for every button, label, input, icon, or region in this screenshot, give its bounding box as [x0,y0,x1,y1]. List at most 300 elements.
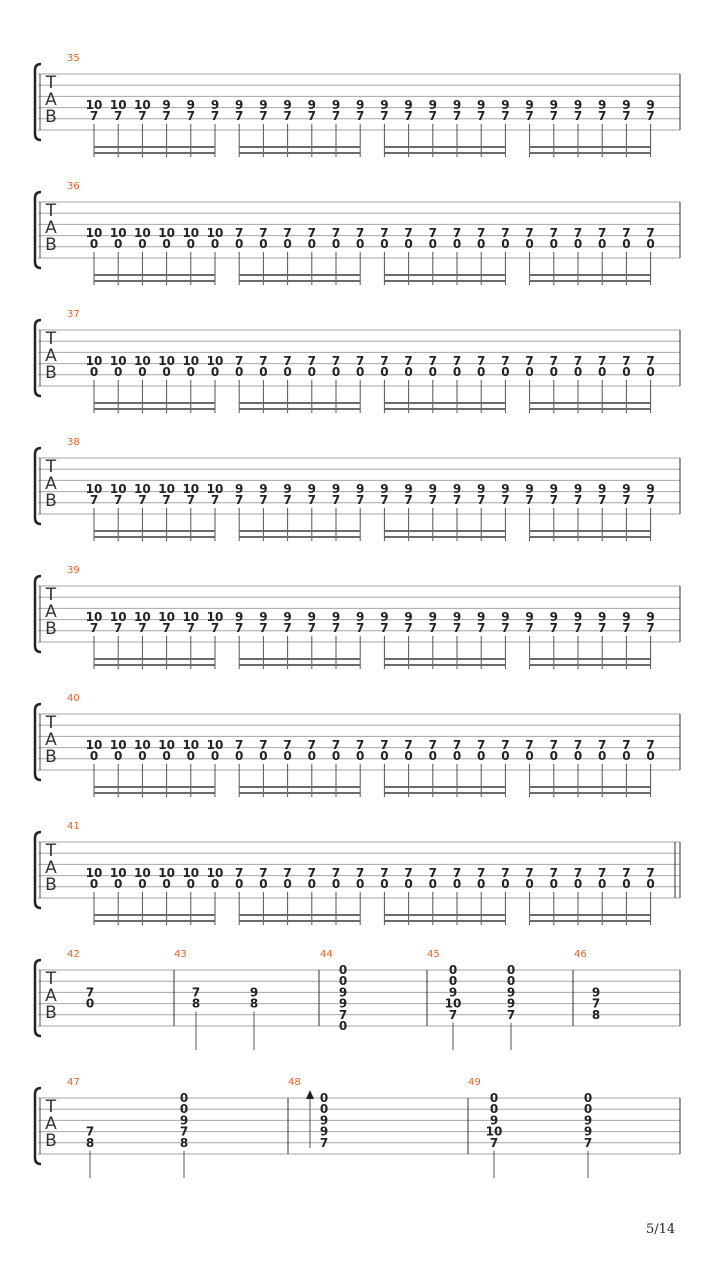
fret-number: 10 [206,610,224,624]
fret-number: 7 [235,621,244,635]
measure-number: 47 [67,1077,80,1088]
fret-number: 0 [598,237,607,251]
fret-number: 0 [114,237,123,251]
measure-number: 39 [67,565,80,576]
tab-clef-letter: T [45,969,57,989]
fret-number: 9 [404,610,413,624]
fret-number: 7 [356,109,365,123]
fret-number: 7 [114,493,123,507]
fret-number: 9 [338,996,348,1011]
fret-number: 9 [501,482,510,496]
tab-clef-letter: T [45,713,57,733]
fret-number: 0 [501,749,510,763]
fret-number: 0 [307,749,316,763]
fret-number: 0 [307,237,316,251]
fret-number: 10 [134,482,151,496]
fret-number: 7 [210,621,220,635]
fret-number: 10 [85,482,103,496]
tab-clef-letter: A [45,858,57,878]
fret-number: 9 [506,985,516,1000]
fret-number: 0 [283,237,292,251]
fret-number: 7 [259,226,268,240]
fret-number: 7 [235,738,244,752]
fret-number: 9 [162,98,171,112]
fret-number: 0 [501,237,510,251]
fret-number: 10 [134,226,151,240]
fret-number: 9 [549,98,558,112]
fret-number: 9 [283,482,292,496]
fret-number: 10 [182,226,200,240]
fret-number: 0 [356,749,365,763]
fret-number: 7 [235,226,244,240]
fret-number: 0 [622,749,631,763]
fret-number: 7 [331,866,341,880]
fret-number: 0 [138,365,147,379]
fret-number: 0 [428,749,437,763]
fret-number: 0 [622,365,631,379]
tab-clef-letter: B [45,363,57,383]
measure-number: 43 [174,949,187,960]
fret-number: 10 [182,738,200,752]
fret-number: 7 [622,866,631,880]
fret-number: 7 [283,226,292,240]
fret-number: 9 [525,98,534,112]
fret-number: 0 [380,877,389,891]
fret-number: 7 [404,493,413,507]
fret-number: 0 [235,877,244,891]
fret-number: 0 [356,877,365,891]
fret-number: 7 [380,621,389,635]
fret-number: 0 [549,365,558,379]
fret-number: 9 [307,610,316,624]
fret-number: 7 [85,1124,95,1139]
fret-number: 7 [646,493,655,507]
fret-number: 7 [380,109,389,123]
fret-number: 10 [206,482,224,496]
fret-number: 10 [182,610,200,624]
measure-number: 35 [67,53,80,64]
tab-clef-letter: A [45,218,57,238]
tab-clef-letter: T [45,201,57,221]
fret-number: 0 [452,365,462,379]
fret-number: 9 [380,610,389,624]
fret-number: 7 [452,354,462,368]
fret-number: 8 [249,996,259,1011]
fret-number: 7 [235,354,244,368]
fret-number: 0 [338,974,348,989]
fret-number: 7 [525,738,534,752]
tab-clef-letter: T [45,73,57,93]
fret-number: 7 [646,109,655,123]
fret-number: 0 [235,749,244,763]
fret-number: 0 [506,963,516,977]
fret-number: 0 [477,237,486,251]
fret-number: 7 [259,621,268,635]
fret-number: 7 [331,354,341,368]
fret-number: 9 [404,482,413,496]
fret-number: 7 [428,621,437,635]
fret-number: 0 [549,877,558,891]
fret-number: 0 [307,365,316,379]
fret-number: 0 [114,365,123,379]
fret-number: 0 [186,365,195,379]
fret-number: 0 [598,365,607,379]
fret-number: 8 [85,1135,95,1150]
fret-number: 7 [283,109,292,123]
fret-number: 0 [380,237,389,251]
fret-number: 9 [259,610,268,624]
fret-number: 9 [598,610,607,624]
fret-number: 7 [477,226,486,240]
fret-number: 9 [646,482,655,496]
fret-number: 7 [331,226,341,240]
fret-number: 0 [356,365,365,379]
fret-number: 9 [338,985,348,1000]
fret-number: 7 [598,226,607,240]
fret-number: 10 [109,738,127,752]
measure-number: 40 [67,693,80,704]
fret-number: 7 [501,109,510,123]
fret-number: 7 [501,226,510,240]
fret-number: 7 [646,226,655,240]
fret-number: 9 [380,98,389,112]
fret-number: 7 [259,109,268,123]
fret-number: 0 [646,237,655,251]
fret-number: 7 [598,109,607,123]
fret-number: 7 [338,1007,348,1022]
fret-number: 7 [89,109,99,123]
measure-number: 46 [574,949,587,960]
fret-number: 9 [477,98,486,112]
fret-number: 10 [85,610,103,624]
fret-number: 9 [356,98,365,112]
fret-number: 7 [162,109,171,123]
fret-number: 0 [210,877,220,891]
fret-number: 0 [404,237,413,251]
fret-number: 0 [356,237,365,251]
fret-number: 9 [283,610,292,624]
fret-number: 7 [191,985,201,1000]
fret-number: 0 [138,749,147,763]
fret-number: 10 [158,226,175,240]
fret-number: 10 [109,610,127,624]
fret-number: 9 [428,610,437,624]
fret-number: 9 [307,482,316,496]
fret-number: 10 [158,866,175,880]
fret-number: 7 [235,866,244,880]
fret-number: 9 [452,98,462,112]
fret-number: 7 [85,985,95,1000]
fret-number: 7 [307,226,316,240]
fret-number: 0 [525,365,534,379]
fret-number: 7 [598,738,607,752]
fret-number: 0 [448,963,458,977]
fret-number: 7 [259,493,268,507]
fret-number: 7 [549,109,558,123]
fret-number: 10 [158,738,175,752]
fret-number: 9 [452,610,462,624]
fret-number: 9 [598,482,607,496]
fret-number: 7 [210,493,220,507]
fret-number: 7 [549,621,558,635]
fret-number: 7 [428,866,437,880]
fret-number: 0 [138,877,147,891]
fret-number: 10 [85,354,103,368]
fret-number: 7 [583,1135,593,1150]
fret-number: 0 [210,237,220,251]
fret-number: 7 [525,109,534,123]
fret-number: 7 [598,621,607,635]
fret-number: 10 [134,738,151,752]
fret-number: 7 [356,493,365,507]
fret-number: 0 [162,237,171,251]
fret-number: 0 [525,877,534,891]
fret-number: 10 [109,866,127,880]
fret-number: 7 [622,226,631,240]
fret-number: 0 [501,877,510,891]
fret-number: 9 [380,482,389,496]
fret-number: 7 [622,109,631,123]
fret-number: 9 [525,610,534,624]
fret-number: 7 [501,738,510,752]
fret-number: 7 [186,621,195,635]
fret-number: 7 [452,226,462,240]
fret-number: 0 [622,877,631,891]
fret-number: 10 [158,354,175,368]
fret-number: 10 [444,996,462,1011]
fret-number: 0 [573,877,583,891]
fret-number: 9 [477,482,486,496]
fret-number: 7 [380,226,389,240]
fret-number: 0 [452,877,462,891]
fret-number: 0 [89,877,99,891]
fret-number: 7 [573,621,583,635]
fret-number: 8 [191,996,201,1011]
fret-number: 10 [206,738,224,752]
fret-number: 9 [259,482,268,496]
fret-number: 7 [549,354,558,368]
fret-number: 0 [573,749,583,763]
fret-number: 8 [591,1007,601,1022]
tab-clef-letter: A [45,730,57,750]
fret-number: 7 [404,866,413,880]
fret-number: 9 [356,610,365,624]
fret-number: 0 [477,877,486,891]
fret-number: 0 [489,1091,499,1105]
fret-number: 0 [338,963,348,977]
fret-number: 7 [452,621,462,635]
fret-number: 7 [573,866,583,880]
fret-number: 0 [283,749,292,763]
tab-clef-letter: T [45,841,57,861]
fret-number: 0 [428,877,437,891]
fret-number: 7 [573,738,583,752]
fret-number: 7 [428,738,437,752]
fret-number: 7 [448,1007,458,1022]
fret-number: 0 [489,1102,499,1117]
fret-number: 9 [549,610,558,624]
fret-number: 7 [283,493,292,507]
fret-number: 9 [549,482,558,496]
fret-number: 7 [259,354,268,368]
fret-number: 9 [259,98,268,112]
fret-number: 10 [134,354,151,368]
fret-number: 9 [489,1113,499,1128]
fret-number: 0 [319,1102,329,1117]
fret-number: 7 [622,493,631,507]
fret-number: 0 [583,1102,593,1117]
fret-number: 0 [235,237,244,251]
fret-number: 0 [319,1091,329,1105]
fret-number: 7 [452,738,462,752]
fret-number: 9 [583,1124,593,1139]
fret-number: 7 [452,109,462,123]
fret-number: 7 [622,354,631,368]
fret-number: 0 [448,974,458,989]
fret-number: 0 [186,877,195,891]
fret-number: 7 [138,109,147,123]
fret-number: 10 [485,1124,503,1139]
fret-number: 10 [85,98,103,112]
fret-number: 7 [489,1135,499,1150]
fret-number: 7 [380,738,389,752]
fret-number: 0 [573,237,583,251]
fret-number: 7 [404,621,413,635]
fret-number: 10 [158,482,175,496]
fret-number: 7 [573,109,583,123]
fret-number: 9 [235,610,244,624]
fret-number: 0 [573,365,583,379]
fret-number: 8 [179,1135,189,1150]
fret-number: 7 [319,1135,329,1150]
fret-number: 9 [404,98,413,112]
fret-number: 7 [356,866,365,880]
fret-number: 10 [109,226,127,240]
fret-number: 9 [331,610,341,624]
fret-number: 0 [477,365,486,379]
fret-number: 9 [506,996,516,1011]
fret-number: 0 [283,365,292,379]
fret-number: 9 [356,482,365,496]
fret-number: 0 [162,749,171,763]
fret-number: 7 [573,354,583,368]
fret-number: 10 [206,354,224,368]
fret-number: 0 [331,237,341,251]
fret-number: 7 [428,109,437,123]
fret-number: 10 [85,866,103,880]
fret-number: 0 [506,974,516,989]
fret-number: 0 [114,749,123,763]
fret-number: 7 [235,109,244,123]
fret-number: 9 [477,610,486,624]
fret-number: 10 [109,98,127,112]
page-number: 5/14 [646,1222,676,1237]
fret-number: 10 [109,482,127,496]
measure-number: 49 [468,1077,481,1088]
fret-number: 9 [448,985,458,1000]
fret-number: 0 [210,365,220,379]
fret-number: 10 [182,354,200,368]
fret-number: 7 [525,621,534,635]
fret-number: 9 [186,98,195,112]
fret-number: 0 [428,365,437,379]
tab-clef-letter: B [45,875,57,895]
fret-number: 0 [114,877,123,891]
fret-number: 0 [338,1019,348,1033]
fret-number: 9 [319,1124,329,1139]
fret-number: 7 [549,738,558,752]
fret-number: 7 [452,866,462,880]
fret-number: 7 [573,226,583,240]
fret-number: 7 [404,226,413,240]
fret-number: 7 [331,109,341,123]
fret-number: 7 [501,621,510,635]
fret-number: 0 [235,365,244,379]
fret-number: 0 [210,749,220,763]
fret-number: 10 [182,866,200,880]
fret-number: 7 [573,493,583,507]
fret-number: 0 [179,1091,189,1105]
fret-number: 7 [525,226,534,240]
fret-number: 7 [331,621,341,635]
tab-clef-letter: A [45,986,57,1006]
fret-number: 9 [573,610,583,624]
fret-number: 7 [380,493,389,507]
fret-number: 0 [186,749,195,763]
fret-number: 7 [380,354,389,368]
fret-number: 9 [331,98,341,112]
measure-number: 37 [67,309,80,320]
fret-number: 0 [259,877,268,891]
fret-number: 10 [158,610,175,624]
fret-number: 7 [477,621,486,635]
fret-number: 9 [235,98,244,112]
fret-number: 7 [646,866,655,880]
fret-number: 7 [307,738,316,752]
fret-number: 0 [89,365,99,379]
measure-number: 36 [67,181,80,192]
fret-number: 7 [307,354,316,368]
fret-number: 10 [206,866,224,880]
measure-number: 41 [67,821,80,832]
fret-number: 9 [573,98,583,112]
fret-number: 7 [138,621,147,635]
tab-clef-letter: T [45,457,57,477]
fret-number: 9 [235,482,244,496]
fret-number: 0 [452,749,462,763]
fret-number: 7 [501,493,510,507]
fret-number: 7 [89,493,99,507]
fret-number: 0 [404,877,413,891]
fret-number: 10 [206,226,224,240]
fret-number: 7 [477,354,486,368]
fret-number: 7 [501,866,510,880]
fret-number: 7 [235,493,244,507]
fret-number: 9 [598,98,607,112]
fret-number: 7 [525,866,534,880]
fret-number: 0 [162,877,171,891]
fret-number: 7 [452,493,462,507]
tab-clef-letter: A [45,90,57,110]
fret-number: 0 [501,365,510,379]
fret-number: 0 [428,237,437,251]
fret-number: 9 [583,1113,593,1128]
measure-number: 45 [427,949,440,960]
fret-number: 9 [525,482,534,496]
fret-number: 10 [85,226,103,240]
fret-number: 0 [85,996,95,1011]
fret-number: 7 [307,621,316,635]
